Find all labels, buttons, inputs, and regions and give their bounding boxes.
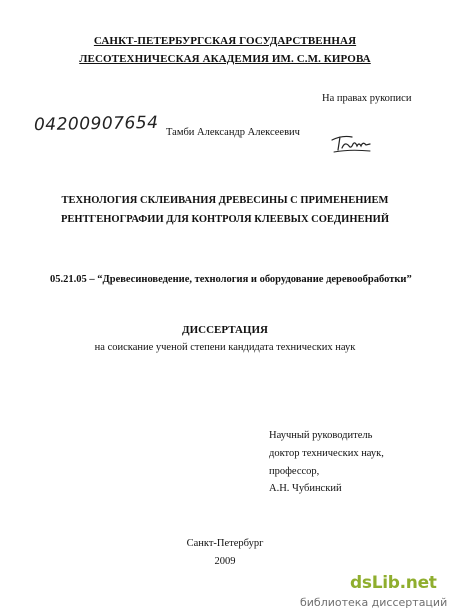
supervisor-degree: доктор технических наук, (269, 448, 384, 459)
degree-line: на соискание ученой степени кандидата технических наук (94, 342, 356, 353)
handwritten-registry-number: 04200907654 (33, 112, 159, 136)
dissertation-title-line-2: РЕНТГЕНОГРАФИИ ДЛЯ КОНТРОЛЯ КЛЕЕВЫХ СОЕДИНЕНИЙ (60, 214, 389, 225)
document-type-heading: ДИССЕРТАЦИЯ (182, 324, 268, 336)
institution-line-1: САНКТ-ПЕТЕРБУРГСКАЯ ГОСУДАРСТВЕННАЯ (93, 35, 357, 47)
manuscript-rights-note: На правах рукописи (322, 93, 412, 104)
institution-line-2: ЛЕСОТЕХНИЧЕСКАЯ АКАДЕМИЯ ИМ. С.М. КИРОВА (79, 53, 371, 65)
watermark-subtitle: библиотека диссертаций (300, 596, 448, 609)
dissertation-title-line-1: ТЕХНОЛОГИЯ СКЛЕИВАНИЯ ДРЕВЕСИНЫ С ПРИМЕНЕНИЕМ (61, 195, 389, 206)
city: Санкт-Петербург (186, 538, 264, 549)
specialty-code: 05.21.05 – “Древесиноведение, технология и оборудование деревообработки” (50, 274, 412, 285)
author-name: Тамби Александр Алексеевич (166, 127, 300, 138)
author-signature (330, 132, 374, 154)
supervisor-name: А.Н. Чубинский (269, 483, 342, 494)
supervisor-role: Научный руководитель (269, 430, 373, 441)
supervisor-title: профессор, (269, 466, 320, 477)
year: 2009 (214, 556, 236, 567)
watermark-logo: dsLib.net (350, 573, 437, 593)
